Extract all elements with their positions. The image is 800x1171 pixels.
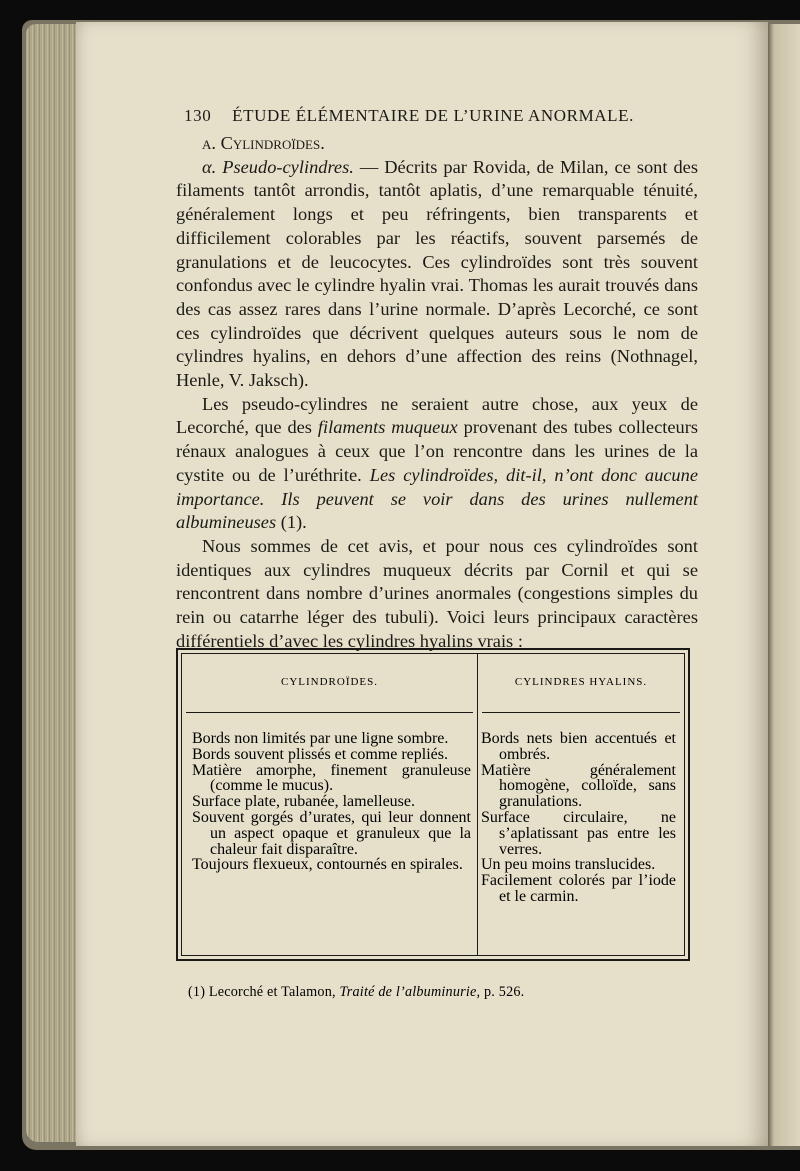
table-item: Matière généralement homogène, colloïde, sans granulations. xyxy=(481,761,676,811)
table-item: Facilement colorés par l’iode et le carmin. xyxy=(481,872,676,905)
table-item: Bords nets bien accentués et ombrés. xyxy=(481,730,676,763)
comparison-table xyxy=(176,648,690,961)
table-item: Bords non limités par une ligne sombre. xyxy=(192,730,449,747)
table-item: Surface circulaire, ne s’aplatissant pas entre les verres. xyxy=(481,808,676,858)
table-header-hyalins: CYLINDRES HYALINS. xyxy=(482,654,680,713)
footnote xyxy=(188,984,524,1001)
table-item: Souvent gorgés d’urates, qui leur donnent un aspect opaque et granuleux que la chaleur fait disparaître. xyxy=(192,808,471,858)
footnote-authors: Lecorché et Talamon, xyxy=(208,984,336,1000)
table-item: Toujours flexueux, contournés en spirales. xyxy=(192,856,463,874)
paragraph-2: Les pseudo-cylindres ne seraient autre chose, aux yeux de Lecorché, que des filaments muqueux provenant des tubes collecteurs rénaux analogues à ceux que l’on rencontre dans les urines de la cystite ou de l’uréthrite. Les cylindroïdes, dit-il, n’ont donc aucune importance. Ils peuvent se voir dans des urines nullement albumineuses (1). xyxy=(176,393,698,533)
body-text xyxy=(176,132,698,653)
table-column-body xyxy=(478,713,684,905)
table-column-cylindroides xyxy=(182,654,478,955)
paragraph-1 xyxy=(176,156,698,393)
footnote-marker: (1) xyxy=(188,984,206,1000)
running-head xyxy=(184,106,634,126)
page-number: 130 xyxy=(184,106,212,125)
table-column-body xyxy=(182,713,477,873)
section-heading: a. Cylindroïdes. xyxy=(202,133,325,153)
italic-quote: Les cylindroïdes, dit-il, n’ont donc aucune importance. Ils peuvent se voir dans des urines nullement albumineuses xyxy=(176,464,698,533)
table-item: Surface plate, rubanée, lamelleuse. xyxy=(192,793,415,811)
table-item: Un peu moins translucides. xyxy=(481,856,656,874)
paragraph-1-lead: α. Pseudo-cylindres. xyxy=(202,156,354,177)
table-item: Matière amorphe, finement granuleuse (comme le mucus). xyxy=(192,761,471,795)
paragraph-1-text: — Décrits par Rovida, de Milan, ce sont des filaments tantôt arrondis, tantôt aplatis, d’une remarquable ténuité, généralement longs et peu réfringents, bien transparents et difficilement colorables par les réactifs, souvent parsemés de granulations et de leucocytes. Ces cylindroïdes sont très souvent confondus avec le cylindre hyalin vrai. Thomas les aurait trouvés dans des cas assez rares dans l’urine normale. D’après Lecorché, ce sont ces cylindroïdes que décrivent quelques auteurs sous le nom de cylindres hyalins, en dehors d’une affection des reins (Nothnagel, Henle, V. Jaksch). xyxy=(176,156,698,391)
running-title: ÉTUDE ÉLÉMENTAIRE DE L’URINE ANORMALE. xyxy=(232,106,634,125)
facing-page-edge xyxy=(768,24,800,1146)
italic-filaments: filaments muqueux xyxy=(317,417,458,438)
paragraph-3: Nous sommes de cet avis, et pour nous ces cylindroïdes sont identiques aux cylindres muqueux décrits par Cornil et qui se rencontrent dans nombre d’urines anormales (congestions simples du rein ou catarrhe léger des tubuli). Voici leurs principaux caractères différentiels d’avec les cylindres hyalins vrais : xyxy=(176,535,698,651)
table-item: Bords souvent plissés et comme repliés. xyxy=(192,745,448,763)
table-header-cylindroides: CYLINDROÏDES. xyxy=(186,654,473,713)
table-column-hyalins xyxy=(478,654,684,955)
footnote-title: Traité de l’albuminurie, xyxy=(339,984,481,1000)
footnote-page: p. 526. xyxy=(484,984,525,1000)
